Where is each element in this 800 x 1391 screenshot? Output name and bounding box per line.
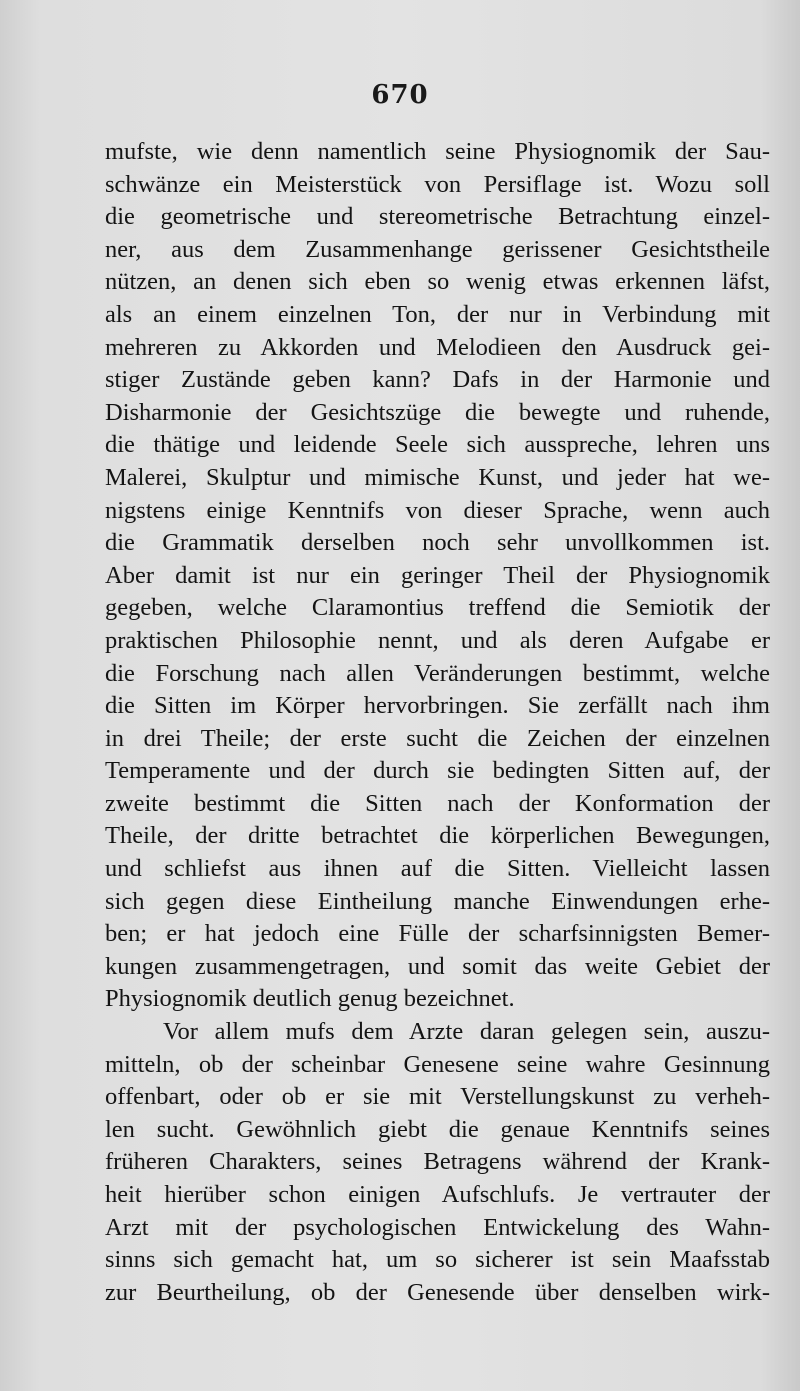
text-line: stiger Zustände geben kann? Dafs in der Harmonie und	[105, 366, 770, 394]
text-line: zweite bestimmt die Sitten nach der Konformation der	[105, 789, 770, 817]
text-line: mehreren zu Akkorden und Melodieen den Ausdruck gei-	[105, 333, 770, 361]
paragraph-end-line: Physiognomik deutlich genug bezeichnet.	[105, 985, 515, 1013]
text-line: nigstens einige Kenntnifs von dieser Sprache, wenn auch	[105, 496, 770, 524]
text-line: offenbart, oder ob er sie mit Verstellungskunst zu verheh-	[105, 1083, 770, 1111]
text-line: als an einem einzelnen Ton, der nur in Verbindung mit	[105, 300, 770, 328]
text-line: nützen, an denen sich eben so wenig etwas erkennen läfst,	[105, 268, 770, 296]
text-line: kungen zusammengetragen, und somit das weite Gebiet der	[105, 952, 770, 980]
text-line: Disharmonie der Gesichtszüge die bewegte und ruhende,	[105, 398, 770, 426]
text-line: mufste, wie denn namentlich seine Physiognomik der Sau-	[105, 138, 770, 165]
text-line: schwänze ein Meisterstück von Persiflage ist. Wozu soll	[105, 170, 770, 198]
page-number: 670	[371, 80, 429, 110]
text-line: sinns sich gemacht hat, um so sicherer ist sein Maafsstab	[105, 1246, 770, 1274]
text-line: Malerei, Skulptur und mimische Kunst, und jeder hat we-	[105, 463, 770, 491]
text-line: sich gegen diese Eintheilung manche Einwendungen erhe-	[105, 887, 770, 915]
text-line: und schliefst aus ihnen auf die Sitten. Vielleicht lassen	[105, 855, 770, 883]
text-line: zur Beurtheilung, ob der Genesende über denselben wirk-	[105, 1278, 770, 1306]
text-line: die Grammatik derselben noch sehr unvollkommen ist.	[105, 529, 770, 557]
text-line: Theile, der dritte betrachtet die körperlichen Bewegungen,	[105, 822, 770, 850]
paragraph-start-line: Vor allem mufs dem Arzte daran gelegen sein, auszu-	[163, 1018, 770, 1046]
text-line: Arzt mit der psychologischen Entwickelung des Wahn-	[105, 1213, 770, 1241]
text-line: gegeben, welche Claramontius treffend die Semiotik der	[105, 594, 770, 622]
text-line: die Sitten im Körper hervorbringen. Sie zerfällt nach ihm	[105, 692, 770, 720]
text-line: die thätige und leidende Seele sich ausspreche, lehren uns	[105, 431, 770, 459]
text-line: die Forschung nach allen Veränderungen bestimmt, welche	[105, 659, 770, 687]
text-line: mitteln, ob der scheinbar Genesene seine wahre Gesinnung	[105, 1050, 770, 1078]
body-text	[105, 136, 770, 1309]
text-line: len sucht. Gewöhnlich giebt die genaue Kenntnifs seines	[105, 1115, 770, 1143]
text-line: die geometrische und stereometrische Betrachtung einzel-	[105, 203, 770, 231]
text-line: ben; er hat jedoch eine Fülle der scharfsinnigsten Bemer-	[105, 920, 770, 948]
text-line: früheren Charakters, seines Betragens während der Krank-	[105, 1148, 770, 1176]
text-line: ner, aus dem Zusammenhange gerissener Gesichtstheile	[105, 235, 770, 263]
text-line: Aber damit ist nur ein geringer Theil der Physiognomik	[105, 561, 770, 589]
text-line: in drei Theile; der erste sucht die Zeichen der einzelnen	[105, 724, 770, 752]
text-line: praktischen Philosophie nennt, und als deren Aufgabe er	[105, 626, 770, 654]
text-line: Temperamente und der durch sie bedingten Sitten auf, der	[105, 757, 770, 785]
text-line: heit hierüber schon einigen Aufschlufs. Je vertrauter der	[105, 1181, 770, 1208]
